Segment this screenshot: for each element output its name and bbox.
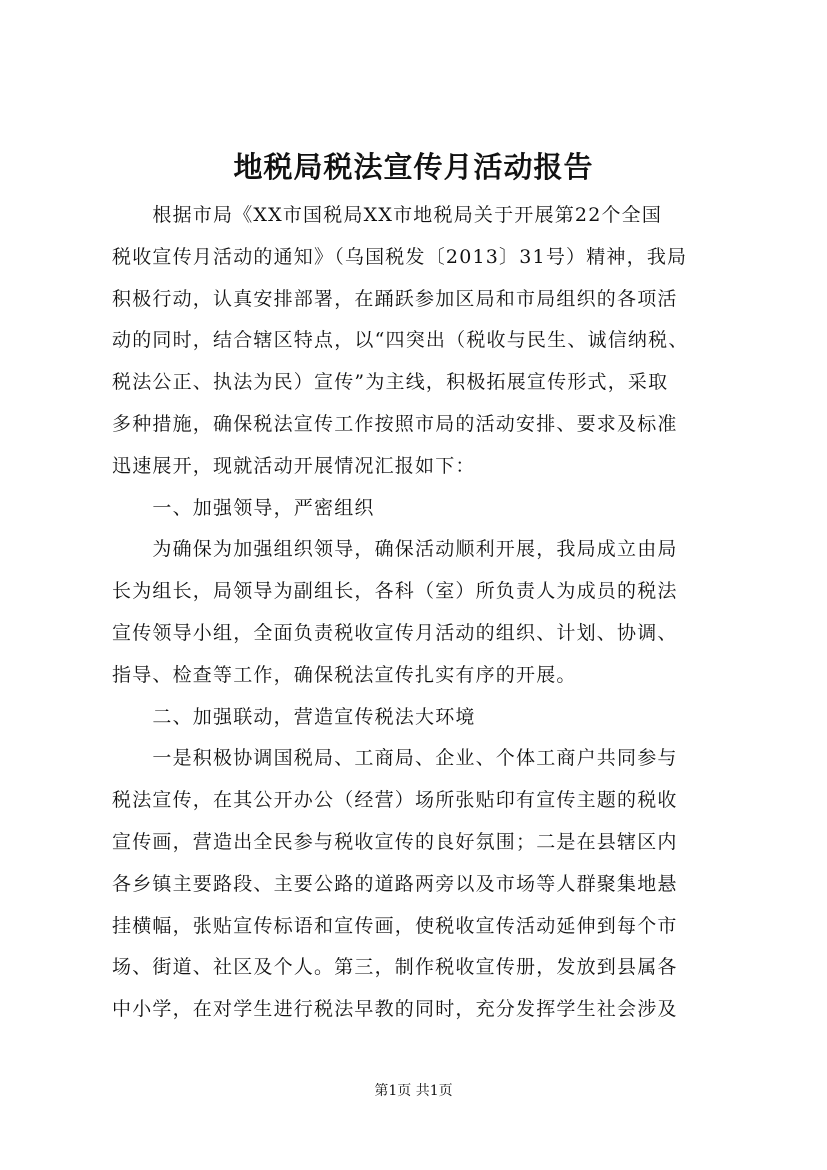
text-line: 二、加强联动，营造宣传税法大环境 — [112, 705, 476, 728]
text-line: 宣传画，营造出全民参与税收宣传的良好氛围；二是在县辖区内 — [112, 830, 678, 853]
text-line: 一是积极协调国税局、工商局、企业、个体工商户共同参与 — [112, 747, 678, 770]
text-line: 税收宣传月活动的通知》（乌国税发〔2013〕31号）精神，我局 — [112, 245, 688, 268]
text-line: 税法公正、执法为民）宣传”为主线，积极拓展宣传形式，采取 — [112, 371, 669, 394]
text-line: 挂横幅，张贴宣传标语和宣传画，使税收宣传活动延伸到每个市 — [112, 914, 678, 937]
text-line: 宣传领导小组，全面负责税收宣传月活动的组织、计划、协调、 — [112, 621, 678, 644]
text-line: 场、街道、社区及个人。第三，制作税收宣传册，发放到县属各 — [112, 956, 678, 979]
text-line: 一、加强领导，严密组织 — [112, 496, 375, 519]
text-line: 各乡镇主要路段、主要公路的道路两旁以及市场等人群聚集地悬 — [112, 872, 678, 895]
text-line: 税法宣传，在其公开办公（经营）场所张贴印有宣传主题的税收 — [112, 789, 678, 812]
text-line: 根据市局《XX市国税局XX市地税局关于开展第22个全国 — [112, 204, 663, 226]
text-line: 中小学，在对学生进行税法早教的同时，充分发挥学生社会涉及 — [112, 998, 678, 1021]
body-text — [112, 195, 722, 1031]
page-title: 地税局税法宣传月活动报告 — [233, 150, 594, 184]
text-line: 多种措施，确保税法宣传工作按照市局的活动安排、要求及标准 — [112, 412, 678, 435]
text-line: 迅速展开，现就活动开展情况汇报如下： — [112, 454, 476, 477]
text-line: 指导、检查等工作，确保税法宣传扎实有序的开展。 — [112, 663, 577, 686]
page-footer: 第1页 共1页 — [374, 1083, 453, 1099]
text-line: 动的同时，结合辖区特点，以“四突出（税收与民生、诚信纳税、 — [112, 329, 689, 352]
text-line: 长为组长，局领导为副组长，各科（室）所负责人为成员的税法 — [112, 580, 678, 603]
text-line: 为确保为加强组织领导，确保活动顺利开展，我局成立由局 — [112, 538, 678, 561]
text-line: 积极行动，认真安排部署，在踊跃参加区局和市局组织的各项活 — [112, 287, 678, 310]
